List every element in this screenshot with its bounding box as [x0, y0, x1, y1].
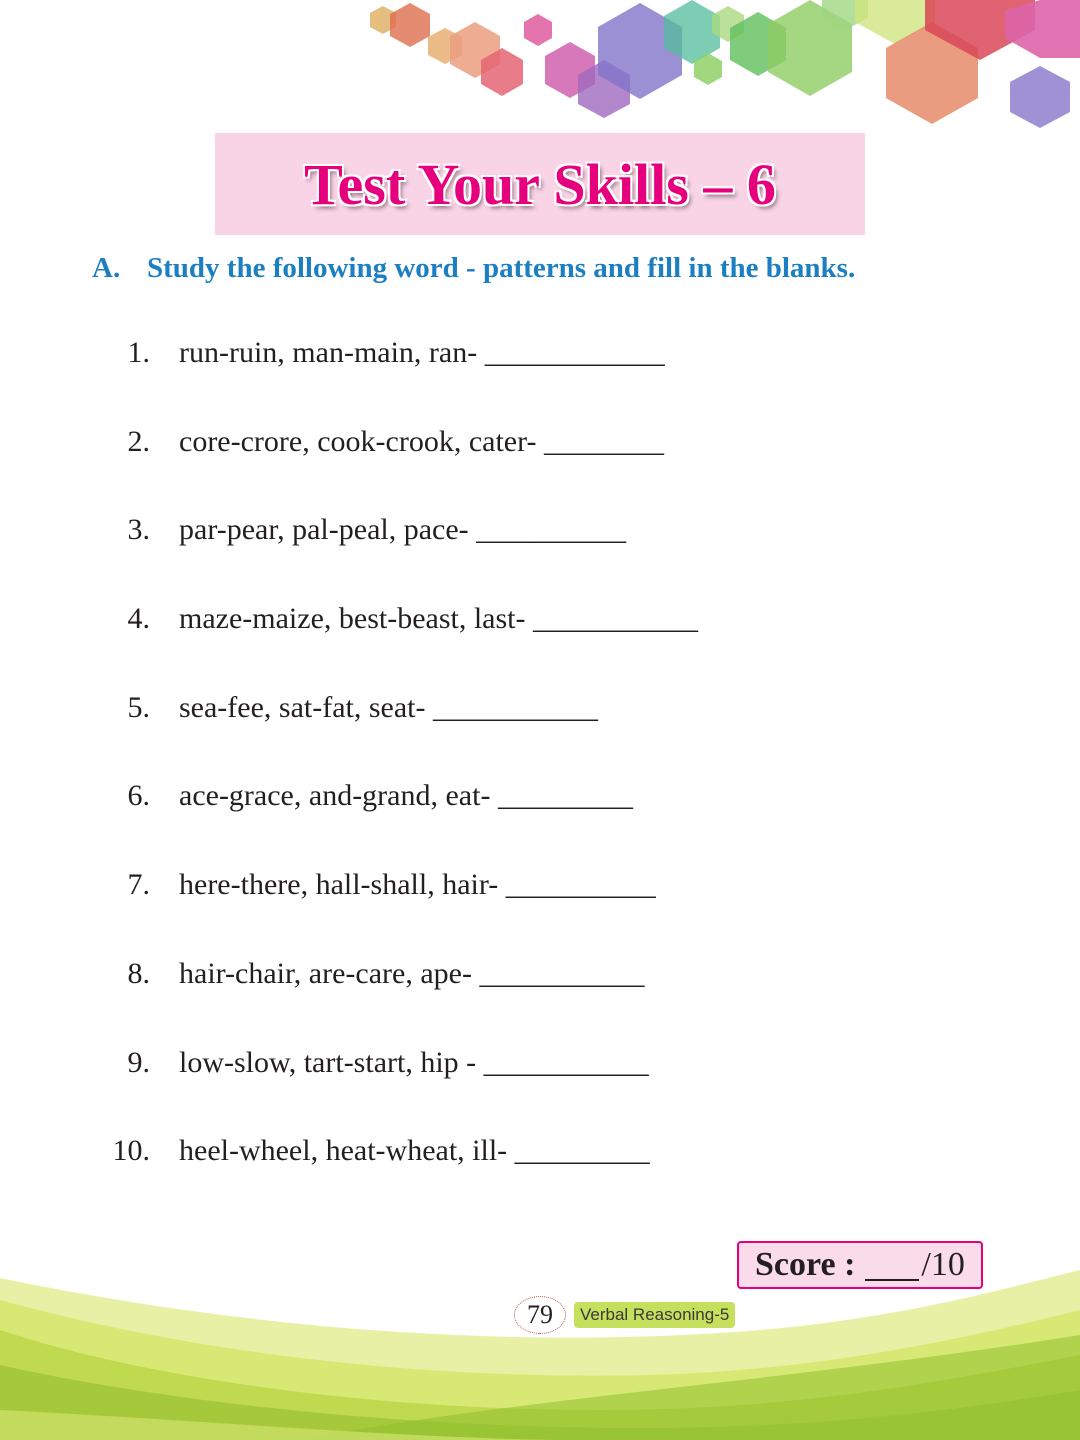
title-banner: [215, 133, 865, 235]
question-text: here-there, hall-shall, hair- __________: [179, 868, 656, 902]
instruction-text: Study the following word - patterns and fill in the blanks.: [147, 252, 856, 284]
section-letter: A.: [92, 252, 121, 284]
question-text: maze-maize, best-beast, last- ___________: [179, 602, 698, 636]
score-total: /10: [921, 1246, 965, 1283]
question-number: 10.: [112, 1134, 150, 1168]
question-number: 5.: [127, 690, 150, 724]
decorative-hexagon-header: [0, 0, 1080, 130]
question-number: 8.: [127, 956, 150, 990]
question-item[interactable]: [0, 425, 1080, 514]
question-number: 9.: [127, 1045, 150, 1079]
question-number: 1.: [127, 336, 150, 369]
question-number: 2.: [127, 424, 150, 458]
question-item[interactable]: [0, 868, 1080, 957]
book-title-tag: Verbal Reasoning-5: [574, 1302, 735, 1328]
score-box: [737, 1241, 983, 1289]
score-blank[interactable]: [865, 1249, 919, 1281]
question-item[interactable]: [0, 1046, 1080, 1135]
hexagon-shape: [390, 3, 430, 47]
question-item[interactable]: [0, 691, 1080, 780]
question-text: par-pear, pal-peal, pace- __________: [179, 513, 627, 547]
score-label: Score :: [755, 1246, 856, 1283]
question-item[interactable]: [0, 779, 1080, 868]
question-list: [0, 336, 1080, 1223]
question-number: 6.: [127, 779, 150, 813]
question-number: 4.: [127, 602, 150, 636]
question-text: sea-fee, sat-fat, seat- ___________: [179, 690, 599, 724]
question-text: ace-grace, and-grand, eat- _________: [179, 779, 633, 813]
question-text: hair-chair, are-care, ape- ___________: [179, 956, 645, 990]
hexagon-shape: [1010, 66, 1070, 128]
question-text: low-slow, tart-start, hip - ___________: [179, 1045, 649, 1079]
page-number: 79: [514, 1296, 566, 1334]
question-number: 7.: [127, 868, 150, 902]
question-item[interactable]: [0, 602, 1080, 691]
section-instruction: [92, 252, 855, 285]
hexagon-shape: [1005, 0, 1080, 58]
question-item[interactable]: [0, 513, 1080, 602]
question-text: core-crore, cook-crook, cater- ________: [179, 424, 664, 458]
question-number: 3.: [127, 513, 150, 547]
page-title: Test Your Skills – 6: [304, 151, 776, 217]
question-text: run-ruin, man-main, ran- ____________: [179, 336, 665, 369]
question-item[interactable]: [0, 336, 1080, 425]
question-text: heel-wheel, heat-wheat, ill- _________: [179, 1134, 650, 1168]
question-item[interactable]: [0, 1134, 1080, 1223]
question-item[interactable]: [0, 957, 1080, 1046]
hexagon-shape: [524, 14, 552, 46]
